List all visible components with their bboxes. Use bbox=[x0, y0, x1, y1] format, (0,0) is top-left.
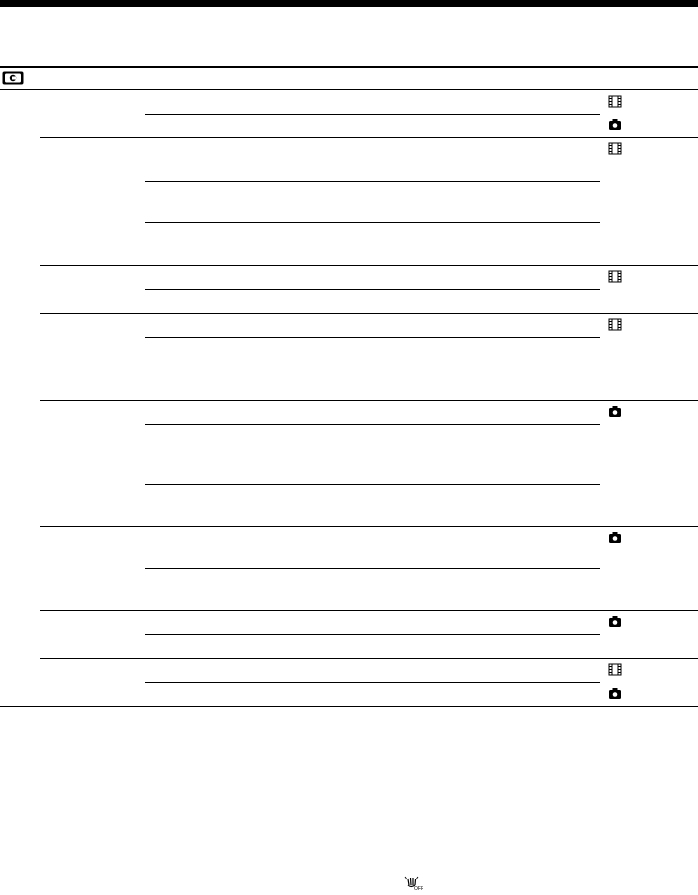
film-strip-icon bbox=[608, 663, 622, 676]
still-camera-icon bbox=[608, 118, 622, 131]
table-bottom-rule bbox=[0, 706, 698, 707]
film-strip-icon bbox=[608, 270, 622, 283]
sub-rule bbox=[145, 682, 600, 683]
film-strip-icon bbox=[608, 95, 622, 108]
sub-rule bbox=[145, 424, 600, 425]
still-camera-icon bbox=[608, 687, 622, 700]
table-top-rule bbox=[0, 66, 698, 68]
camera-menu-icon bbox=[2, 71, 24, 85]
group-rule bbox=[40, 658, 698, 659]
group-rule bbox=[40, 313, 698, 314]
group-rule bbox=[40, 400, 698, 401]
sub-rule bbox=[145, 484, 600, 485]
sub-rule bbox=[145, 337, 600, 338]
still-camera-icon bbox=[608, 615, 622, 628]
still-camera-icon bbox=[608, 405, 622, 418]
table-header-rule bbox=[0, 89, 698, 90]
sub-rule bbox=[145, 114, 600, 115]
group-rule bbox=[40, 265, 698, 266]
steadyshot-off-icon bbox=[403, 876, 423, 890]
sub-rule bbox=[145, 568, 600, 569]
group-rule bbox=[40, 610, 698, 611]
group-rule bbox=[40, 526, 698, 527]
film-strip-icon bbox=[608, 142, 622, 155]
svg-text:OFF: OFF bbox=[414, 886, 423, 890]
sub-rule bbox=[145, 289, 600, 290]
film-strip-icon bbox=[608, 318, 622, 331]
sub-rule bbox=[145, 634, 600, 635]
still-camera-icon bbox=[608, 531, 622, 544]
header-bar bbox=[0, 0, 698, 7]
group-rule bbox=[40, 137, 698, 138]
sub-rule bbox=[145, 181, 600, 182]
sub-rule bbox=[145, 222, 600, 223]
